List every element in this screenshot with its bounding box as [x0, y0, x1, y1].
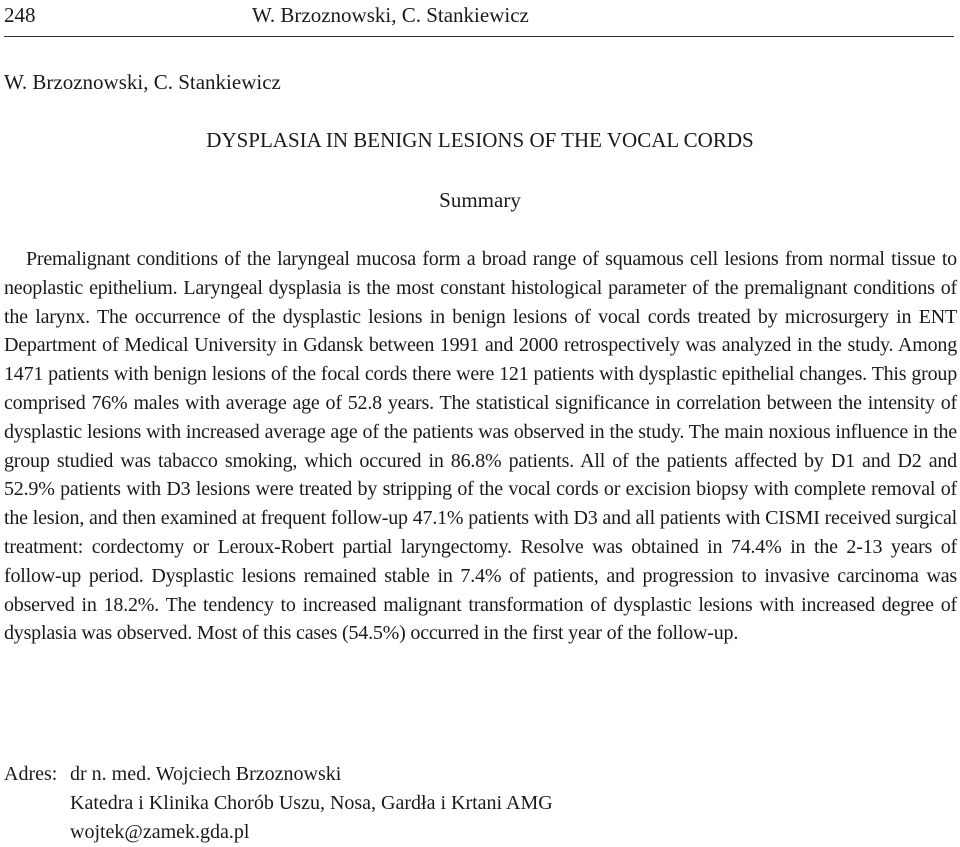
summary-text: Premalignant conditions of the laryngeal mucosa form a broad range of squamous cell lesions from normal tissue to neoplastic epithelium. Laryngeal dysplasia is the most constant histological parameter of the premalignant conditions of the larynx. The occurrence of the dysplastic lesions in benign lesions of vocal cords treated by microsurgery in ENT Department of Medical University in Gdansk between 1991 and 2000 retrospectively was analyzed in the study. Among 1471 patients with benign lesions of the focal cords there were 121 patients with dysplastic epithelial changes. This group comprised 76% males with average age of 52.8 years. The statistical significance in correlation between the intensity of dysplastic lesions with increased average age of the patients was observed in the study. The main noxious influence in the group studied was tabacco smoking, which occured in 86.8% patients. All of the patients affected by D1 and D2 and 52.9% patients with D3 lesions were treated by stripping of the vocal cords or excision biopsy with complete removal of the lesion, and then examined at frequent follow-up 47.1% patients with D3 and all patients with CISMI received surgical treatment: cordectomy or Leroux-Robert partial laryngectomy. Resolve was obtained in 74.4% in the 2-13 years of follow-up period. Dysplastic lesions remained stable in 7.4% of patients, and progression to invasive carcinoma was observed in 18.2%. The tendency to increased malignant transformation of dysplastic lesions with increased degree of dysplasia was observed. Most of this cases (54.5%) occurred in the first year of the follow-up.: [4, 248, 957, 645]
author-name: dr n. med. Wojciech Brzoznowski: [70, 763, 342, 785]
article-title: DYSPLASIA IN BENIGN LESIONS OF THE VOCAL CORDS: [206, 128, 754, 152]
article-authors: W. Brzoznowski, C. Stankiewicz: [4, 70, 281, 94]
address-prefix: Adres:: [4, 763, 58, 785]
address-first-line: [4, 760, 904, 789]
page-number: 248: [4, 3, 36, 27]
institution: Katedra i Klinika Chorób Uszu, Nosa, Gardła i Krtani AMG: [70, 792, 553, 814]
email: wojtek@zamek.gda.pl: [70, 821, 250, 843]
summary-heading: Summary: [439, 188, 521, 212]
running-head: W. Brzoznowski, C. Stankiewicz: [252, 3, 529, 27]
correspondence-address: [4, 760, 904, 847]
page-header: [4, 0, 954, 37]
